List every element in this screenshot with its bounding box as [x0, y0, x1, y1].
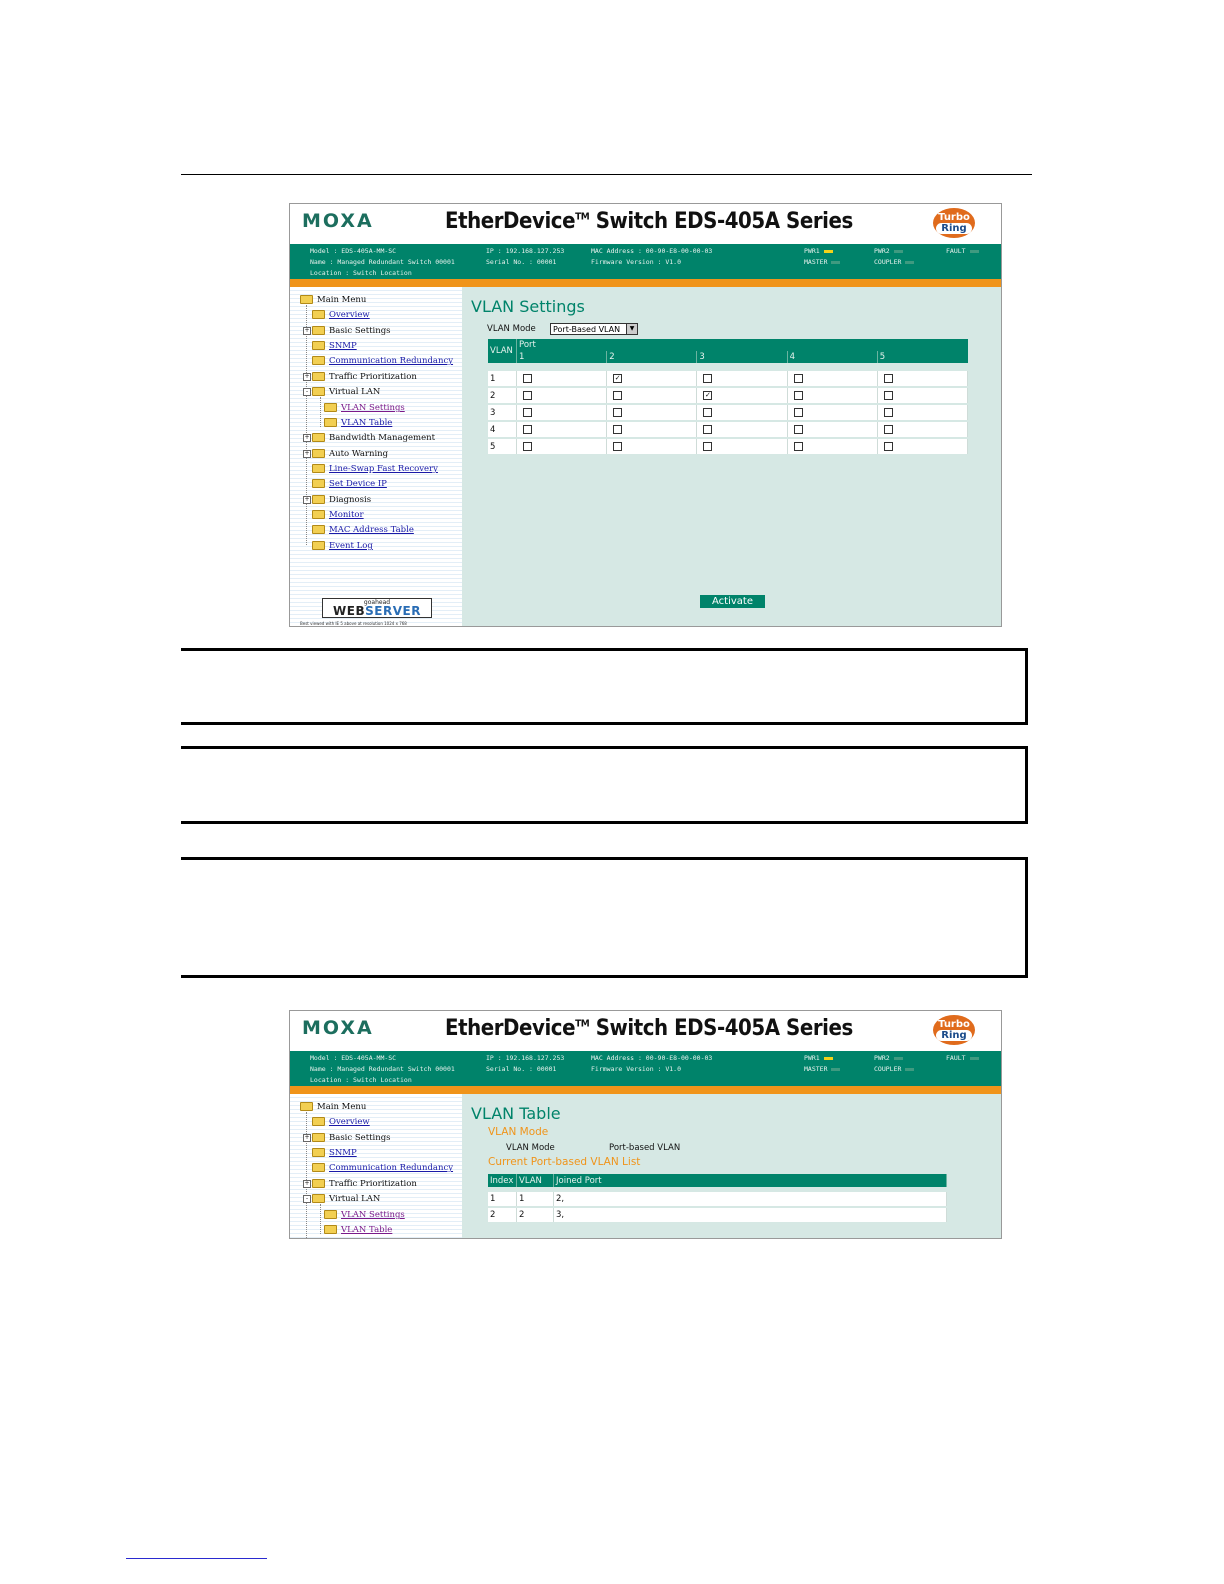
- cell-port-4: [787, 387, 877, 404]
- col-vlan: VLAN: [488, 339, 517, 363]
- webserver-badge: goahead WEBSERVER: [322, 598, 432, 618]
- cell-port-5: [877, 421, 967, 438]
- folder-icon: [312, 356, 325, 365]
- model-text: Model : EDS-405A-MM-SC: [310, 247, 397, 255]
- folder-open-icon: [300, 1102, 313, 1111]
- port-checkbox[interactable]: [703, 408, 712, 417]
- table-row: [488, 404, 968, 421]
- cell-port-1: [517, 387, 607, 404]
- vlan-mode-value: Port-based VLAN: [609, 1143, 681, 1153]
- folder-icon: [312, 433, 325, 442]
- col-port-2: 2: [607, 351, 697, 363]
- folder-icon: [324, 403, 337, 412]
- vlan-table-panel: [462, 1094, 1001, 1238]
- port-checkbox[interactable]: [794, 442, 803, 451]
- orange-divider: [290, 279, 1001, 287]
- table-row: [488, 421, 968, 438]
- cell-port-3: [697, 438, 787, 455]
- cell-port-2: [607, 421, 697, 438]
- fault-led: FAULT: [946, 247, 979, 255]
- port-checkbox[interactable]: [523, 391, 532, 400]
- menu-traffic-prioritization[interactable]: + Traffic Prioritization: [304, 1179, 417, 1189]
- cell-port-4: [787, 404, 877, 421]
- master-led: MASTER: [804, 1065, 840, 1073]
- expand-icon[interactable]: +: [304, 433, 310, 441]
- moxa-logo: MOXA: [302, 1017, 374, 1039]
- folder-icon: [324, 1225, 337, 1234]
- vlan-mode-label: VLAN Mode: [487, 324, 536, 334]
- expand-icon[interactable]: +: [304, 372, 310, 380]
- menu-vlan-settings[interactable]: VLAN Settings: [324, 1210, 405, 1220]
- menu-main[interactable]: Main Menu: [300, 295, 366, 305]
- cell-port-2: [607, 438, 697, 455]
- cell-port-5: [877, 371, 967, 387]
- fault-led: FAULT: [946, 1054, 979, 1062]
- cell-port-2: [607, 387, 697, 404]
- cell-port-1: [517, 421, 607, 438]
- vlan-mode-section-title: VLAN Mode: [488, 1126, 549, 1138]
- folder-icon: [312, 510, 325, 519]
- app-header: [290, 204, 1001, 244]
- folder-icon: [312, 326, 325, 335]
- expand-icon[interactable]: +: [304, 326, 310, 334]
- note-box: [181, 648, 1028, 725]
- model-text: Model : EDS-405A-MM-SC: [310, 1054, 397, 1062]
- folder-open-icon: [312, 1194, 325, 1203]
- page-title: VLAN Table: [471, 1104, 561, 1123]
- cell-vlan: 1: [517, 1192, 554, 1207]
- menu-snmp[interactable]: SNMP: [312, 341, 357, 351]
- folder-icon: [312, 541, 325, 550]
- col-vlan: VLAN: [517, 1174, 554, 1187]
- pwr2-led: PWR2: [874, 1054, 903, 1062]
- cell-port-4: [787, 421, 877, 438]
- turbo-ring-logo: Turbo Ring: [933, 1015, 975, 1045]
- folder-open-icon: [312, 387, 325, 396]
- menu-communication-redundancy[interactable]: Communication Redundancy: [312, 1163, 453, 1173]
- menu-diagnosis[interactable]: + Diagnosis: [304, 495, 372, 505]
- folder-icon: [312, 479, 325, 488]
- menu-snmp[interactable]: SNMP: [312, 1148, 357, 1158]
- collapse-icon[interactable]: -: [303, 1195, 311, 1203]
- vlan-list-title: Current Port-based VLAN List: [488, 1156, 641, 1168]
- cell-port-2: [607, 404, 697, 421]
- expand-icon[interactable]: +: [304, 495, 310, 503]
- vlan-table-screenshot: [289, 1010, 1002, 1239]
- port-checkbox[interactable]: [794, 425, 803, 434]
- ip-text: IP : 192.168.127.253: [486, 247, 565, 255]
- firmware-text: Firmware Version : V1.0: [591, 258, 682, 266]
- col-joined-port: Joined Port: [554, 1174, 947, 1187]
- table-row: [488, 1192, 947, 1207]
- port-checkbox[interactable]: [613, 391, 622, 400]
- table-row: [488, 387, 968, 404]
- col-port-1: 1: [517, 351, 607, 363]
- port-checkbox[interactable]: ✓: [704, 390, 711, 399]
- page-top-rule: [181, 174, 1032, 175]
- table-row: [488, 371, 968, 387]
- collapse-icon[interactable]: -: [303, 388, 311, 396]
- port-checkbox[interactable]: [613, 425, 622, 434]
- name-text: Name : Managed Redundant Switch 00001: [310, 1065, 455, 1073]
- port-checkbox[interactable]: [794, 374, 803, 383]
- vlan-mode-label: VLAN Mode: [506, 1143, 555, 1153]
- table-row: [488, 438, 968, 455]
- vlan-list-table: [488, 1174, 947, 1224]
- cell-port-5: [877, 438, 967, 455]
- expand-icon[interactable]: +: [304, 1179, 310, 1187]
- sidebar-menu: [290, 1094, 462, 1238]
- browser-note: Best viewed with IE 5 above at resolution 1024 x 768: [300, 621, 407, 626]
- menu-monitor[interactable]: Monitor: [312, 510, 364, 520]
- menu-overview[interactable]: Overview: [312, 1117, 370, 1127]
- port-checkbox[interactable]: ✓: [614, 373, 621, 382]
- port-checkbox[interactable]: [703, 442, 712, 451]
- port-checkbox[interactable]: [703, 374, 712, 383]
- device-info-bar: [290, 1051, 1001, 1086]
- cell-port-5: [877, 404, 967, 421]
- folder-icon: [312, 1133, 325, 1142]
- port-checkbox[interactable]: [794, 391, 803, 400]
- footnote-link-rule: [126, 1558, 267, 1559]
- menu-vlan-settings[interactable]: VLAN Settings: [324, 403, 405, 413]
- folder-icon: [312, 1148, 325, 1157]
- product-title: EtherDevice™ Switch EDS-405A Series: [445, 209, 853, 234]
- menu-basic-settings[interactable]: + Basic Settings: [304, 326, 391, 336]
- menu-line-swap[interactable]: Line-Swap Fast Recovery: [312, 464, 438, 474]
- folder-icon: [312, 341, 325, 350]
- coupler-led: COUPLER: [874, 1065, 914, 1073]
- cell-index: 2: [488, 1207, 517, 1223]
- location-text: Location : Switch Location: [310, 269, 412, 277]
- port-checkbox[interactable]: [523, 374, 532, 383]
- col-port-3: 3: [697, 351, 787, 363]
- col-port-4: 4: [787, 351, 877, 363]
- folder-icon: [312, 1163, 325, 1172]
- sidebar-menu: [290, 287, 462, 626]
- folder-icon: [312, 525, 325, 534]
- folder-icon: [312, 449, 325, 458]
- menu-bandwidth-management[interactable]: + Bandwidth Management: [304, 433, 436, 443]
- port-checkbox[interactable]: [794, 408, 803, 417]
- port-checkbox[interactable]: [884, 408, 893, 417]
- menu-main[interactable]: Main Menu: [300, 1102, 366, 1112]
- menu-virtual-lan[interactable]: - Virtual LAN: [303, 387, 380, 397]
- coupler-led: COUPLER: [874, 258, 914, 266]
- menu-traffic-prioritization[interactable]: + Traffic Prioritization: [304, 372, 417, 382]
- vlan-mode-select[interactable]: Port-Based VLAN ▼: [550, 323, 638, 335]
- serial-text: Serial No. : 00001: [486, 258, 557, 266]
- folder-icon: [312, 495, 325, 504]
- cell-port-2: [607, 371, 697, 387]
- cell-port-5: [877, 387, 967, 404]
- port-checkbox[interactable]: [884, 374, 893, 383]
- serial-text: Serial No. : 00001: [486, 1065, 557, 1073]
- vlan-settings-table: [488, 339, 968, 456]
- table-row: [488, 1207, 947, 1223]
- port-checkbox[interactable]: [523, 408, 532, 417]
- menu-vlan-table[interactable]: VLAN Table: [324, 1225, 392, 1235]
- moxa-logo: MOXA: [302, 210, 374, 232]
- port-checkbox[interactable]: [613, 408, 622, 417]
- menu-communication-redundancy[interactable]: Communication Redundancy: [312, 356, 453, 366]
- mac-text: MAC Address : 00-90-E8-00-00-03: [591, 1054, 713, 1062]
- menu-basic-settings[interactable]: + Basic Settings: [304, 1133, 391, 1143]
- port-checkbox[interactable]: [703, 425, 712, 434]
- cell-vlan-id: 3: [488, 404, 517, 421]
- col-index: Index: [488, 1174, 517, 1187]
- location-text: Location : Switch Location: [310, 1076, 412, 1084]
- orange-divider: [290, 1086, 1001, 1094]
- folder-open-icon: [300, 295, 313, 304]
- menu-virtual-lan[interactable]: - Virtual LAN: [303, 1194, 380, 1204]
- port-checkbox[interactable]: [884, 425, 893, 434]
- cell-joined-port: 2,: [554, 1192, 947, 1207]
- app-header: [290, 1011, 1001, 1051]
- menu-event-log[interactable]: Event Log: [312, 541, 373, 551]
- firmware-text: Firmware Version : V1.0: [591, 1065, 682, 1073]
- port-checkbox[interactable]: [523, 442, 532, 451]
- cell-port-3: [697, 387, 787, 404]
- cell-port-3: [697, 404, 787, 421]
- pwr2-led: PWR2: [874, 247, 903, 255]
- name-text: Name : Managed Redundant Switch 00001: [310, 258, 455, 266]
- page-title: VLAN Settings: [471, 297, 585, 316]
- menu-overview[interactable]: Overview: [312, 310, 370, 320]
- activate-button[interactable]: Activate: [700, 595, 765, 608]
- cell-vlan: 2: [517, 1207, 554, 1223]
- cell-port-1: [517, 371, 607, 387]
- port-checkbox[interactable]: [884, 442, 893, 451]
- cell-port-3: [697, 421, 787, 438]
- master-led: MASTER: [804, 258, 840, 266]
- cell-port-3: [697, 371, 787, 387]
- expand-icon[interactable]: +: [304, 449, 310, 457]
- cell-port-4: [787, 438, 877, 455]
- menu-mac-address-table[interactable]: MAC Address Table: [312, 525, 414, 535]
- cell-index: 1: [488, 1192, 517, 1207]
- note-box: [181, 857, 1028, 978]
- cell-joined-port: 3,: [554, 1207, 947, 1223]
- menu-vlan-table[interactable]: VLAN Table: [324, 418, 392, 428]
- product-title: EtherDevice™ Switch EDS-405A Series: [445, 1016, 853, 1041]
- cell-vlan-id: 4: [488, 421, 517, 438]
- folder-icon: [312, 464, 325, 473]
- device-info-bar: [290, 244, 1001, 279]
- folder-icon: [312, 1117, 325, 1126]
- port-checkbox[interactable]: [884, 391, 893, 400]
- vlan-settings-screenshot: [289, 203, 1002, 627]
- cell-port-1: [517, 438, 607, 455]
- menu-auto-warning[interactable]: + Auto Warning: [304, 449, 389, 459]
- folder-icon: [324, 418, 337, 427]
- folder-icon: [312, 1179, 325, 1188]
- folder-icon: [324, 1210, 337, 1219]
- cell-vlan-id: 1: [488, 371, 517, 387]
- cell-port-4: [787, 371, 877, 387]
- pwr1-led: PWR1: [804, 1054, 833, 1062]
- note-box: [181, 746, 1028, 824]
- cell-port-1: [517, 404, 607, 421]
- col-port-5: 5: [877, 351, 967, 363]
- chevron-down-icon[interactable]: ▼: [626, 324, 637, 334]
- cell-vlan-id: 2: [488, 387, 517, 404]
- vlan-settings-panel: [462, 287, 1001, 626]
- ip-text: IP : 192.168.127.253: [486, 1054, 565, 1062]
- turbo-ring-logo: Turbo Ring: [933, 208, 975, 238]
- port-checkbox[interactable]: [613, 442, 622, 451]
- mac-text: MAC Address : 00-90-E8-00-00-03: [591, 247, 713, 255]
- col-port: Port: [517, 339, 968, 351]
- folder-icon: [312, 310, 325, 319]
- folder-icon: [312, 372, 325, 381]
- menu-set-device-ip[interactable]: Set Device IP: [312, 479, 387, 489]
- port-checkbox[interactable]: [523, 425, 532, 434]
- pwr1-led: PWR1: [804, 247, 833, 255]
- cell-vlan-id: 5: [488, 438, 517, 455]
- expand-icon[interactable]: +: [304, 1133, 310, 1141]
